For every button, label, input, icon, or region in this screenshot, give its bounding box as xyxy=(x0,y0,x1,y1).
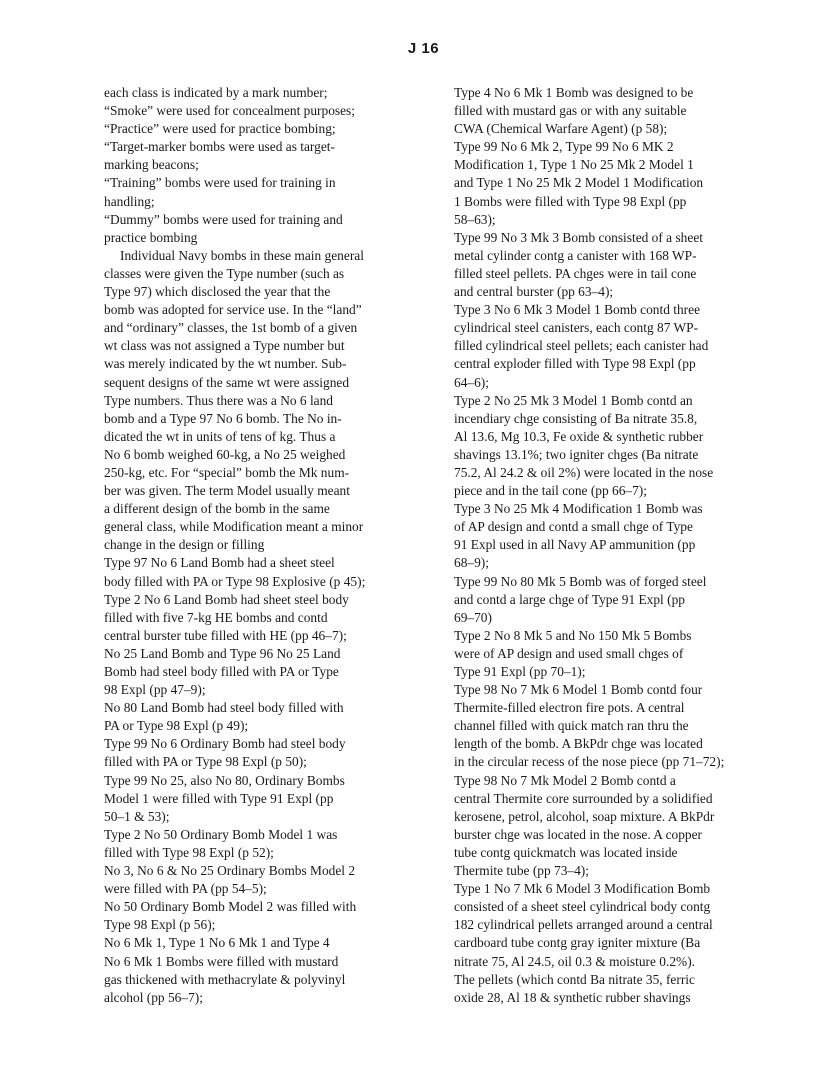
right-column-line: oxide 28, Al 18 & synthetic rubber shavings xyxy=(454,989,691,1005)
left-column-line: No 80 Land Bomb had steel body filled with xyxy=(104,700,344,716)
right-column-line: filled with mustard gas or with any suitable xyxy=(454,103,687,119)
right-column-line: Type 99 No 80 Mk 5 Bomb was of forged steel xyxy=(454,573,707,589)
right-column xyxy=(454,84,794,1007)
left-column-line: filled with Type 98 Expl (p 52); xyxy=(104,844,274,860)
right-column-line: 91 Expl used in all Navy AP ammunition (pp xyxy=(454,537,696,553)
right-column-line: central Thermite core surrounded by a solidified xyxy=(454,790,713,806)
left-column-line: Type 2 No 6 Land Bomb had sheet steel body xyxy=(104,591,349,607)
left-column-line: No 25 Land Bomb and Type 96 No 25 Land xyxy=(104,645,341,661)
left-column xyxy=(104,84,404,1007)
left-column-line: alcohol (pp 56–7); xyxy=(104,989,203,1005)
left-column-line: “Practice” were used for practice bombing; xyxy=(104,121,336,137)
left-column-line: ber was given. The term Model usually meant xyxy=(104,483,350,499)
right-column-line: 68–9); xyxy=(454,555,489,571)
right-column-line: metal cylinder contg a canister with 168 WP- xyxy=(454,247,697,263)
right-column-line: cylindrical steel canisters, each contg 87 WP- xyxy=(454,320,699,336)
right-column-line: 1 Bombs were filled with Type 98 Expl (pp xyxy=(454,193,687,209)
left-column-line: “Target-marker bombs were used as target- xyxy=(104,139,335,155)
right-column-line: tube contg quickmatch was located inside xyxy=(454,844,678,860)
left-column-line: 98 Expl (pp 47–9); xyxy=(104,682,206,698)
right-column-line: Type 4 No 6 Mk 1 Bomb was designed to be xyxy=(454,85,694,100)
right-column-line: incendiary chge consisting of Ba nitrate 35.8, xyxy=(454,410,698,426)
right-column-line: and contd a large chge of Type 91 Expl (pp xyxy=(454,591,685,607)
right-column-line: piece and in the tail cone (pp 66–7); xyxy=(454,483,647,499)
left-column-line: Type 98 Expl (p 56); xyxy=(104,917,216,933)
right-column-line: Type 98 No 7 Mk Model 2 Bomb contd a xyxy=(454,772,676,788)
left-column-line: sequent designs of the same wt were assigned xyxy=(104,374,350,390)
left-column-line: gas thickened with methacrylate & polyvinyl xyxy=(104,971,346,987)
right-column-line: Modification 1, Type 1 No 25 Mk 2 Model 1 xyxy=(454,157,694,173)
right-column-line: Thermite-filled electron fire pots. A central xyxy=(454,700,685,716)
left-column-line: was merely indicated by the wt number. Sub- xyxy=(104,356,347,372)
left-column-line: filled with PA or Type 98 Expl (p 50); xyxy=(104,754,307,770)
right-column-line: Thermite tube (pp 73–4); xyxy=(454,863,589,879)
left-column-line: Individual Navy bombs in these main general xyxy=(120,247,364,263)
right-column-line: length of the bomb. A BkPdr chge was located xyxy=(454,736,703,752)
left-column-line: a different design of the bomb in the same xyxy=(104,501,330,517)
right-column-line: kerosene, petrol, alcohol, soap mixture. A BkPdr xyxy=(454,808,715,824)
right-column-line: 58–63); xyxy=(454,211,496,227)
right-column-line: Type 98 No 7 Mk 6 Model 1 Bomb contd four xyxy=(454,682,703,698)
right-column-line: Type 3 No 25 Mk 4 Modification 1 Bomb was xyxy=(454,501,703,517)
right-column-line: CWA (Chemical Warfare Agent) (p 58); xyxy=(454,121,668,137)
right-column-line: filled cylindrical steel pellets; each canister had xyxy=(454,338,709,354)
left-column-line: bomb was adopted for service use. In the “land” xyxy=(104,302,362,318)
left-column-line: bomb and a Type 97 No 6 bomb. The No in- xyxy=(104,410,342,426)
left-column-line: No 3, No 6 & No 25 Ordinary Bombs Model 2 xyxy=(104,863,356,879)
right-column-line: central exploder filled with Type 98 Expl (pp xyxy=(454,356,696,372)
right-column-line: in the circular recess of the nose piece (pp 71–72); xyxy=(454,754,725,770)
right-column-line: nitrate 75, Al 24.5, oil 0.3 & moisture 0.2%). xyxy=(454,953,696,969)
right-column-line: 75.2, Al 24.2 & oil 2%) were located in the nose xyxy=(454,464,714,480)
left-column-line: No 6 Mk 1 Bombs were filled with mustard xyxy=(104,953,339,969)
left-column-line: No 6 Mk 1, Type 1 No 6 Mk 1 and Type 4 xyxy=(104,935,330,951)
left-column-line: Type 99 No 25, also No 80, Ordinary Bombs xyxy=(104,772,345,788)
right-column-line: shavings 13.1%; two igniter chges (Ba nitrate xyxy=(454,446,699,462)
left-column-line: classes were given the Type number (such as xyxy=(104,265,345,281)
right-column-line: 182 cylindrical pellets arranged around a central xyxy=(454,917,713,933)
left-column-line: marking beacons; xyxy=(104,157,199,173)
left-column-line: Model 1 were filled with Type 91 Expl (pp xyxy=(104,790,334,806)
left-column-line: central burster tube filled with HE (pp 46–7); xyxy=(104,627,347,643)
left-column-line: dicated the wt in units of tens of kg. Thus a xyxy=(104,428,336,444)
right-column-line: consisted of a sheet steel cylindrical body contg xyxy=(454,899,711,915)
left-column-line: Type 99 No 6 Ordinary Bomb had steel body xyxy=(104,736,346,752)
page-header: J 16 xyxy=(407,40,440,57)
left-column-line: “Dummy” bombs were used for training and xyxy=(104,211,343,227)
left-column-line: Type 97 No 6 Land Bomb had a sheet steel xyxy=(104,555,335,571)
right-column-line: Type 2 No 25 Mk 3 Model 1 Bomb contd an xyxy=(454,392,693,408)
left-column-line: Type 97) which disclosed the year that the xyxy=(104,284,331,300)
right-column-line: 69–70) xyxy=(454,609,492,625)
left-column-line: general class, while Modification meant a minor xyxy=(104,519,364,535)
left-column-line: wt class was not assigned a Type number but xyxy=(104,338,345,354)
left-column-line: each class is indicated by a mark number; xyxy=(104,85,328,100)
left-column-line: Type 2 No 50 Ordinary Bomb Model 1 was xyxy=(104,826,338,842)
left-column-line: change in the design or filling xyxy=(104,537,265,553)
left-column-line: Bomb had steel body filled with PA or Type xyxy=(104,664,339,679)
left-column-line: 50–1 & 53); xyxy=(104,808,170,824)
left-column-line: body filled with PA or Type 98 Explosive (p 45); xyxy=(104,573,366,589)
right-column-line: cardboard tube contg gray igniter mixture (Ba xyxy=(454,935,701,951)
left-column-line: were filled with PA (pp 54–5); xyxy=(104,881,267,897)
right-column-line: were of AP design and used small chges of xyxy=(454,645,684,661)
right-column-line: burster chge was located in the nose. A copper xyxy=(454,826,703,842)
right-column-line: The pellets (which contd Ba nitrate 35, ferric xyxy=(454,971,695,987)
right-column-line: Type 1 No 7 Mk 6 Model 3 Modification Bomb xyxy=(454,881,711,897)
right-column-line: Type 99 No 6 Mk 2, Type 99 No 6 MK 2 xyxy=(454,139,674,155)
left-column-line: filled with five 7-kg HE bombs and contd xyxy=(104,609,328,625)
right-column-line: and central burster (pp 63–4); xyxy=(454,284,614,300)
left-column-line: “Training” bombs were used for training in xyxy=(104,175,336,191)
left-column-line: No 50 Ordinary Bomb Model 2 was filled with xyxy=(104,899,357,915)
left-column-line: and “ordinary” classes, the 1st bomb of a given xyxy=(104,320,358,336)
right-column-line: 64–6); xyxy=(454,374,489,390)
right-column-line: Type 3 No 6 Mk 3 Model 1 Bomb contd three xyxy=(454,302,701,318)
right-column-line: and Type 1 No 25 Mk 2 Model 1 Modification xyxy=(454,175,704,191)
left-column-line: No 6 bomb weighed 60-kg, a No 25 weighed xyxy=(104,446,346,462)
left-column-line: “Smoke” were used for concealment purposes; xyxy=(104,103,355,119)
left-column-line: PA or Type 98 Expl (p 49); xyxy=(104,718,249,734)
left-column-line: handling; xyxy=(104,193,155,209)
right-column-line: Type 99 No 3 Mk 3 Bomb consisted of a sheet xyxy=(454,229,703,245)
right-column-line: of AP design and contd a small chge of Type xyxy=(454,519,693,535)
left-column-line: 250-kg, etc. For “special” bomb the Mk num- xyxy=(104,464,350,480)
right-column-line: Type 91 Expl (pp 70–1); xyxy=(454,664,586,679)
right-column-line: filled steel pellets. PA chges were in tail cone xyxy=(454,265,697,281)
right-column-line: channel filled with quick match ran thru the xyxy=(454,718,689,734)
left-column-line: practice bombing xyxy=(104,229,198,245)
right-column-line: Al 13.6, Mg 10.3, Fe oxide & synthetic rubber xyxy=(454,428,704,444)
left-column-line: Type numbers. Thus there was a No 6 land xyxy=(104,392,334,408)
right-column-line: Type 2 No 8 Mk 5 and No 150 Mk 5 Bombs xyxy=(454,627,692,643)
